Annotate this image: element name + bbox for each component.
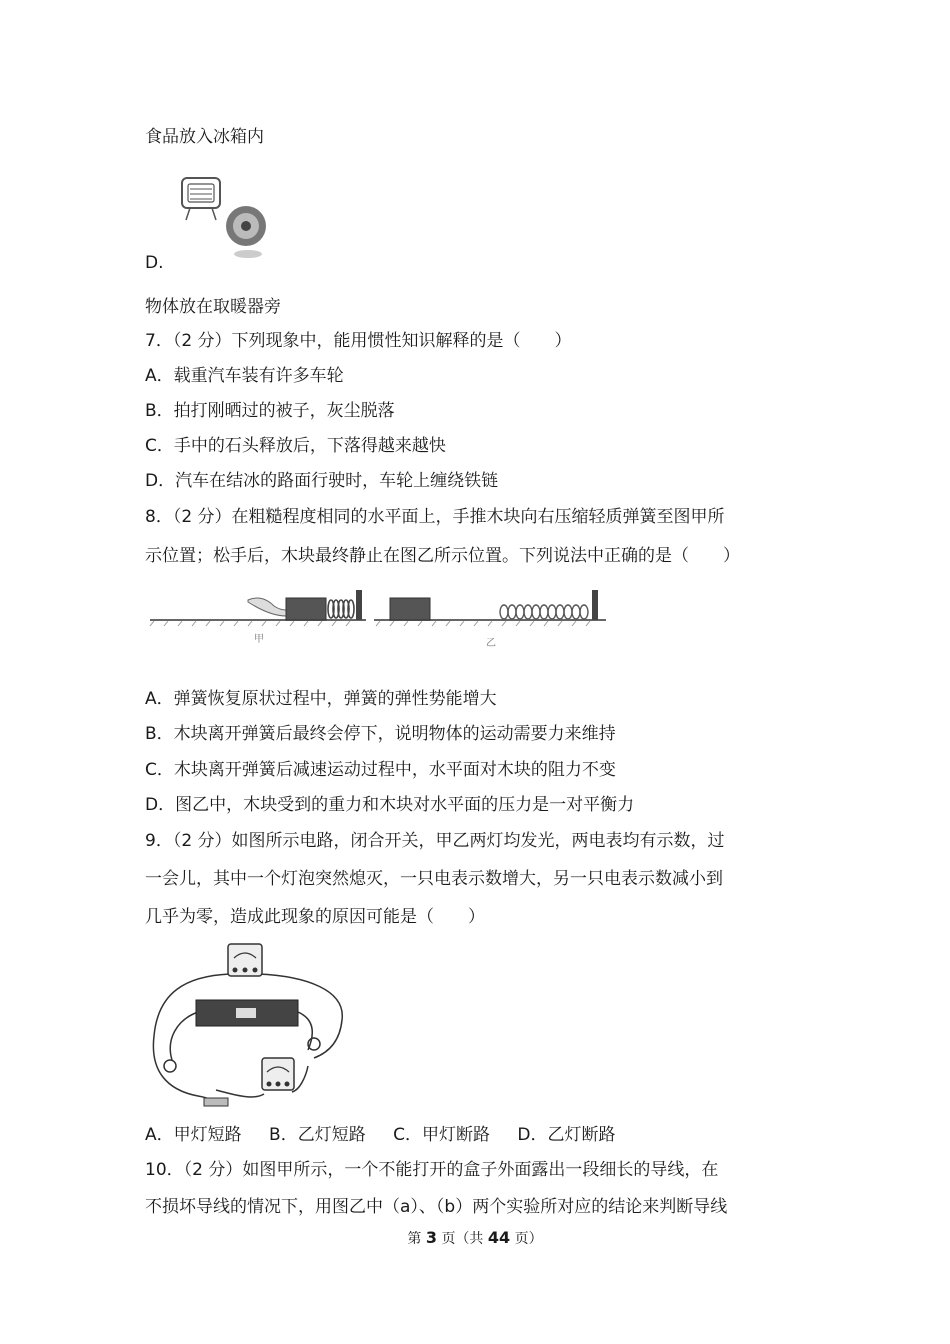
footer-prefix: 第 [407,1231,422,1247]
q7-option-d: D．汽车在结冰的路面行驶时，车轮上缠绕铁链 [145,471,499,491]
q9-option-c: C．甲灯断路 [393,1125,490,1145]
q7-stem: 7．（2 分）下列现象中，能用惯性知识解释的是（ ） [145,331,572,351]
fig-label-yi: 乙 [486,638,496,649]
q9-stem-line2: 一会儿，其中一个灯泡突然熄灭，一只电表示数增大，另一只电表示数减小到 [145,869,723,889]
q10-stem-line2: 不损坏导线的情况下，用图乙中（a）、（b）两个实验所对应的结论来判断导线 [145,1197,728,1217]
footer-suffix: 页） [514,1231,543,1247]
q7-option-b: B．拍打刚晒过的被子，灰尘脱落 [145,401,395,421]
heater-figure [178,172,278,264]
option-d-text: 物体放在取暖器旁 [145,297,281,317]
option-d-label: D. [145,253,164,273]
q9-options-row [145,1124,638,1146]
q10-stem-line1: 10．（2 分）如图甲所示，一个不能打开的盒子外面露出一段细长的导线，在 [145,1160,719,1180]
fig-label-jia: 甲 [254,634,264,645]
q8-option-c: C．木块离开弹簧后减速运动过程中，水平面对木块的阻力不变 [145,760,616,780]
q8-stem-line2: 示位置；松手后，木块最终静止在图乙所示位置。下列说法中正确的是（ ） [145,546,740,566]
q9-option-a: A．甲灯短路 [145,1125,242,1145]
footer-middle: 页（共 [441,1231,484,1247]
q8-option-a: A．弹簧恢复原状过程中，弹簧的弹性势能增大 [145,689,497,709]
q9-stem-line1: 9．（2 分）如图所示电路，闭合开关，甲乙两灯均发光，两电表均有示数，过 [145,831,725,851]
q8-option-b: B．木块离开弹簧后最终会停下，说明物体的运动需要力来维持 [145,724,616,744]
spring-block-figure [148,588,610,652]
q9-stem-line3: 几乎为零，造成此现象的原因可能是（ ） [145,907,485,927]
footer-page-number: 3 [425,1228,437,1247]
page-footer [0,1228,950,1248]
q9-option-b: B．乙灯短路 [269,1125,366,1145]
q8-option-d: D．图乙中，木块受到的重力和木块对水平面的压力是一对平衡力 [145,795,635,815]
footer-total-pages: 44 [487,1228,511,1247]
q8-stem-line1: 8．（2 分）在粗糙程度相同的水平面上，手推木块向右压缩轻质弹簧至图甲所 [145,507,725,527]
q7-option-c: C．手中的石头释放后，下落得越来越快 [145,436,446,456]
q9-option-d: D．乙灯断路 [517,1125,616,1145]
circuit-figure [146,940,352,1110]
option-c-text: 食品放入冰箱内 [145,127,264,147]
q7-option-a: A．载重汽车装有许多车轮 [145,366,344,386]
